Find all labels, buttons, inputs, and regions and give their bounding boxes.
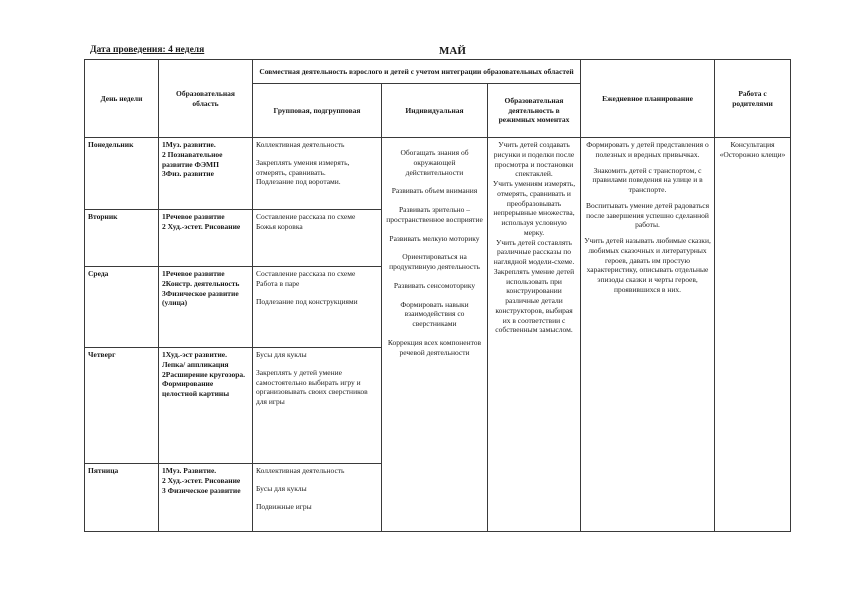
day-cell: Понедельник bbox=[85, 138, 159, 210]
group-cell bbox=[253, 464, 382, 532]
group-cell bbox=[253, 348, 382, 464]
individual-item: Формировать навыки взаимодействия со сверстниками bbox=[400, 299, 469, 328]
weekly-plan-table bbox=[84, 59, 791, 532]
individual-item: Развивать объем внимания bbox=[391, 186, 478, 196]
parents-line: Консультация bbox=[730, 140, 775, 149]
group-line: Бусы для куклы bbox=[256, 350, 307, 359]
day-cell: Пятница bbox=[85, 464, 159, 532]
group-cell bbox=[253, 267, 382, 348]
daily-cell bbox=[581, 138, 715, 532]
area-line: 2Расширение кругозора. Формирование целостной картины bbox=[162, 369, 246, 398]
col-individual: Индивидуальная bbox=[382, 84, 488, 138]
regime-item: Учить умениям измерять, отмерять, сравнивать и преобразовывать непрерывные множества, используя условную мерку. bbox=[492, 179, 576, 237]
group-line: Работа в паре bbox=[256, 278, 300, 288]
area-cell bbox=[159, 138, 253, 210]
regime-cell bbox=[488, 138, 581, 532]
table-row bbox=[85, 138, 791, 210]
group-line: Божья коровка bbox=[256, 221, 303, 231]
group-cell bbox=[253, 138, 382, 210]
area-line: 1Худ.-эст развитие. bbox=[162, 350, 227, 359]
individual-cell bbox=[382, 138, 488, 532]
parents-cell bbox=[715, 138, 791, 532]
group-line: Закреплять у детей умение самостоятельно выбирать игру и организовывать своих сверстников для игры bbox=[256, 367, 368, 406]
individual-item: Ориентироваться на продуктивную деятельность bbox=[389, 252, 480, 271]
area-line: 1Речевое развитие bbox=[162, 269, 225, 278]
col-group: Групповая, подгрупповая bbox=[253, 84, 382, 138]
regime-item: Учить детей составлять различные рассказы по наглядной модели-схеме. bbox=[493, 237, 575, 266]
individual-item: Развивать зрительно – пространственное восприятие bbox=[386, 205, 483, 224]
day-cell: Вторник bbox=[85, 210, 159, 267]
col-day: День недели bbox=[85, 60, 159, 138]
col-parents: Работа с родителями bbox=[715, 60, 791, 138]
area-cell bbox=[159, 464, 253, 532]
parents-line: «Осторожно клещи» bbox=[719, 149, 786, 159]
area-cell bbox=[159, 267, 253, 348]
daily-item: Учить детей называть любимые сказки, любимых сказочных и литературных героев, давать им простую характеристику, описывать отдельные эпизоды сказки и черты героев, проявившихся в них. bbox=[584, 236, 711, 294]
group-line: Подвижные игры bbox=[256, 501, 312, 511]
regime-item: Закреплять умение детей использовать при конструировании различные детали конструкторов, выбирая их в соответствии с собственным замыслом. bbox=[493, 266, 575, 335]
area-line: 2 Познавательное развитие ФЭМП bbox=[162, 149, 223, 169]
group-line: Закреплять умения измерять, отмерять, сравнивать. bbox=[256, 157, 350, 177]
group-line: Коллективная деятельность bbox=[256, 140, 345, 149]
regime-item: Учить детей создавать рисунки и поделки после просмотра и постановки спектаклей. bbox=[493, 140, 575, 179]
individual-item: Обогащать знания об окружающей действительности bbox=[400, 148, 469, 177]
col-regime: Образовательная деятельность в режимных моментах bbox=[488, 84, 581, 138]
individual-item: Развивать сенсомоторику bbox=[393, 280, 476, 290]
area-line: 1Муз. развитие. bbox=[162, 140, 216, 149]
group-line: Коллективная деятельность bbox=[256, 466, 345, 475]
group-line: Бусы для куклы bbox=[256, 483, 307, 493]
individual-item: Коррекция всех компонентов речевой деятельности bbox=[387, 337, 482, 357]
group-cell bbox=[253, 210, 382, 267]
group-line: Подлезание под воротами. bbox=[256, 177, 341, 187]
day-cell: Среда bbox=[85, 267, 159, 348]
area-line: 2Констр. деятельность bbox=[162, 278, 240, 288]
area-line: 1Речевое развитие bbox=[162, 212, 225, 221]
daily-item: Знакомить детей с транспортом, с правилами поведения на улице и в транспорте. bbox=[592, 165, 703, 194]
group-line: Составление рассказа по схеме bbox=[256, 212, 356, 221]
day-cell: Четверг bbox=[85, 348, 159, 464]
area-line: 3Физическое развитие (улица) bbox=[162, 288, 239, 308]
col-daily: Ежедневное планирование bbox=[581, 60, 715, 138]
area-line: Лепка/ аппликация bbox=[162, 359, 229, 369]
area-line: 2 Худ.-эстет. Рисование bbox=[162, 475, 241, 485]
col-joint: Совместная деятельность взрослого и детей с учетом интеграции образовательных областей bbox=[253, 60, 581, 84]
daily-item: Воспитывать умение детей радоваться после завершения успешно сделанной работы. bbox=[585, 200, 710, 230]
group-line: Составление рассказа по схеме bbox=[256, 269, 356, 278]
area-cell bbox=[159, 210, 253, 267]
individual-item: Развивать мелкую моторику bbox=[389, 233, 480, 243]
area-line: 3 Физическое развитие bbox=[162, 485, 241, 495]
area-line: 3Физ. развитие bbox=[162, 169, 214, 179]
area-line: 2 Худ.-эстет. Рисование bbox=[162, 221, 241, 231]
area-cell bbox=[159, 348, 253, 464]
date-label: Дата проведения: 4 неделя bbox=[90, 45, 205, 55]
col-area: Образовательная область bbox=[159, 60, 253, 138]
month-title: МАЙ bbox=[439, 45, 466, 57]
area-line: 1Муз. Развитие. bbox=[162, 466, 217, 475]
group-line: Подлезание под конструкциями bbox=[256, 296, 358, 306]
daily-item: Формировать у детей представления о полезных и вредных привычках. bbox=[586, 140, 709, 159]
